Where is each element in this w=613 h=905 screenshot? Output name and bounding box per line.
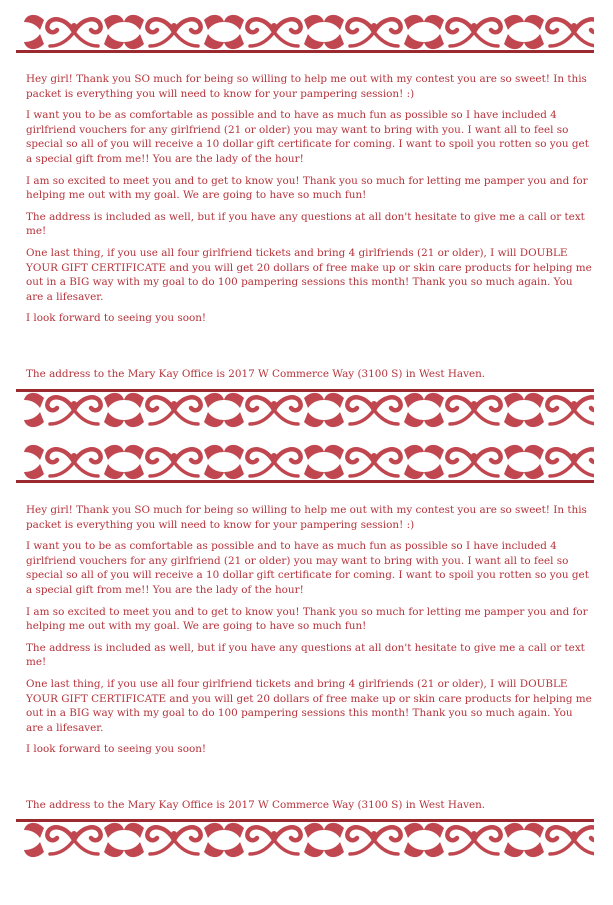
address-note-paragraph: The address is included as well, but if you have any questions at all don't hesitate to give me a call or text me!	[26, 210, 585, 238]
excited-paragraph: I am so excited to meet you and to get to know you! Thank you so much for letting me pamper you and for helping me out with my goal. We are going to have so much fun!	[26, 605, 588, 633]
address-paragraph: The address to the Mary Kay Office is 2017 W Commerce Way (3100 S) in West Haven.	[26, 367, 486, 380]
ornamental-border-middle-1	[16, 388, 594, 432]
letter-top	[26, 72, 592, 382]
address-note-paragraph: The address is included as well, but if you have any questions at all don't hesitate to give me a call or text me!	[26, 641, 585, 669]
vouchers-paragraph: I want you to be as comfortable as possible and to have as much fun as possible so I have included 4 girlfriend vouchers for any girlfriend (21 or older) you may want to bring with you. I want all to feel so special so all of you will receive a 10 dollar gift certificate for coming. I want to spoil you rotten so you get a special gift from me!! You are the lady of the hour!	[26, 540, 589, 596]
ornamental-border-bottom	[16, 818, 594, 862]
greeting-paragraph: Hey girl! Thank you SO much for being so willing to help me out with my contest you are so sweet! In this packet is everything you will need to know for your pampering session! :)	[26, 73, 587, 100]
vouchers-paragraph: I want you to be as comfortable as possible and to have as much fun as possible so I have included 4 girlfriend vouchers for any girlfriend (21 or older) you may want to bring with you. I want all to feel so special so all of you will receive a 10 dollar gift certificate for coming. I want to spoil you rotten so you get a special gift from me!! You are the lady of the hour!	[26, 109, 589, 165]
letter-bottom	[26, 503, 592, 813]
address-paragraph: The address to the Mary Kay Office is 2017 W Commerce Way (3100 S) in West Haven.	[26, 798, 486, 811]
last-thing-paragraph: One last thing, if you use all four girlfriend tickets and bring 4 girlfriends (21 or older), I will DOUBLE YOUR GIFT CERTIFICATE and you will get 20 dollars of free make up or skin care products for helping me out in a BIG way with my goal to do 100 pampering sessions this month! Thank you so much again. You are a lifesaver.	[26, 246, 592, 303]
excited-paragraph: I am so excited to meet you and to get to know you! Thank you so much for letting me pamper you and for helping me out with my goal. We are going to have so much fun!	[26, 174, 588, 202]
ornamental-border-middle-2	[16, 440, 594, 484]
greeting-paragraph: Hey girl! Thank you SO much for being so willing to help me out with my contest you are so sweet! In this packet is everything you will need to know for your pampering session! :)	[26, 504, 587, 531]
ornamental-border-top	[16, 10, 594, 54]
last-thing-paragraph: One last thing, if you use all four girlfriend tickets and bring 4 girlfriends (21 or older), I will DOUBLE YOUR GIFT CERTIFICATE and you will get 20 dollars of free make up or skin care products for helping me out in a BIG way with my goal to do 100 pampering sessions this month! Thank you so much again. You are a lifesaver.	[26, 677, 592, 734]
closing-paragraph: I look forward to seeing you soon!	[26, 312, 207, 325]
closing-paragraph: I look forward to seeing you soon!	[26, 743, 207, 756]
